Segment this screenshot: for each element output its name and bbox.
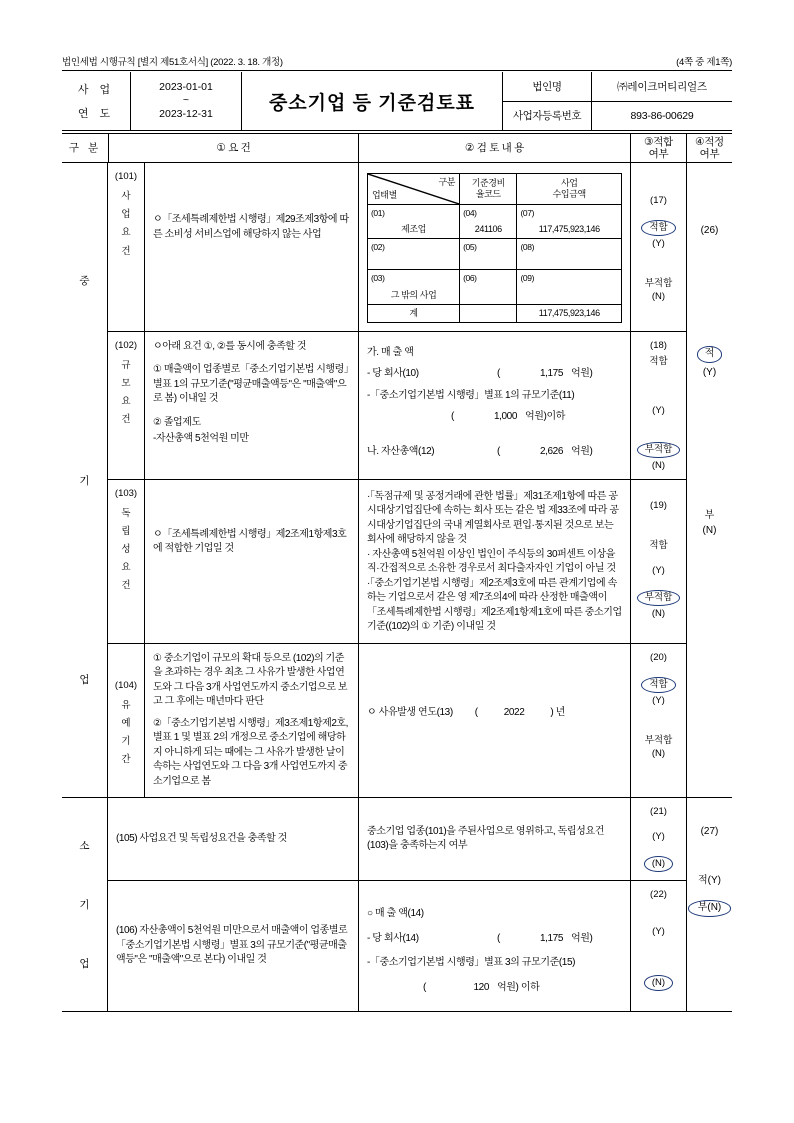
period-start: 2023-01-01 (159, 81, 213, 94)
row-102-number (108, 332, 144, 479)
biz-row-3-amount-cell (517, 270, 622, 304)
fit-102-no[interactable]: 부적합 (637, 442, 681, 458)
table-column-header (62, 134, 732, 163)
row-103-code: (103) (114, 487, 138, 499)
biz-row-3-name-cell (368, 270, 460, 304)
row-104-char-1: 유 (121, 700, 131, 712)
period-label-1: 사 업 (77, 84, 115, 96)
row-105-review-text: 중소기업 업종(101)을 주된사업으로 영위하고, 독립성요건(103)을 충족하는지 여부 (367, 825, 604, 852)
row-102-fit (630, 332, 686, 479)
col-header-gubun: 구 분 (68, 141, 102, 154)
row-106-std-label: -「중소기업기본법 시행령」별표 3의 규모기준(15) (367, 957, 576, 969)
row-102-requirement (144, 332, 358, 479)
row-102-req-line-1: ㅇ아래 요건 ①, ②를 동시에 충족할 것 (153, 340, 307, 352)
biz-table-row (368, 239, 622, 270)
biz-row-1-amount-cell (517, 205, 622, 239)
fit-105-no-sub[interactable]: (N) (644, 856, 673, 872)
biz-no-label: 사업자등록번호 (512, 110, 582, 123)
fit-103-no[interactable]: 부적합 (637, 590, 681, 606)
gubun-char-3: 업 (79, 673, 90, 686)
row-105-requirement-text: (105) 사업요건 및 독립성요건을 충족할 것 (116, 832, 287, 844)
section-small-final (686, 798, 732, 1011)
fit-101-no-sub: (N) (651, 290, 666, 302)
final-small-yes[interactable]: 적(Y) (698, 875, 721, 887)
fit-101-no[interactable]: 부적합 (644, 277, 673, 289)
biz-total-amount: 117,475,923,146 (517, 304, 622, 322)
col-header-ok-line1: ④적정 (695, 135, 724, 148)
row-104-code: (104) (114, 679, 138, 691)
biz-header-amt-line2: 수입금액 (552, 189, 586, 199)
row-106-own-paren-open: ( (497, 932, 500, 944)
row-101 (108, 163, 686, 331)
col-header-ok (686, 134, 732, 162)
biz-header-amt-line1: 사업 (560, 177, 578, 188)
row-101-number (108, 163, 144, 331)
fit-104-yes-sub: (Y) (652, 694, 665, 706)
row-102-char-4: 건 (121, 414, 131, 426)
section-medium-gubun (62, 163, 108, 797)
row-102 (108, 331, 686, 479)
biz-row-1-name: 제조업 (401, 224, 426, 235)
biz-row-3-name: 그 밖의 사업 (390, 289, 437, 300)
row-103-review (358, 480, 630, 643)
row-102-std-unit: 억원)이하 (525, 411, 565, 423)
row-103-char-3: 성 (121, 544, 131, 556)
biz-total-code-blank (460, 304, 517, 322)
period-value-block (130, 72, 242, 130)
row-104-char-4: 간 (121, 754, 131, 766)
row-103-requirement-text: ㅇ「조세특례제한법 시행령」제2조제1항제3호에 적합한 기업일 것 (153, 528, 347, 555)
form-header-right: (4쪽 중 제1쪽) (676, 57, 732, 68)
row-102-asset-paren-open: ( (497, 445, 500, 457)
period-label-block (62, 72, 130, 130)
section-medium-enterprise (62, 163, 732, 797)
row-102-char-1: 규 (121, 360, 131, 372)
row-103-review-line-1: ·「독점규제 및 공정거래에 관한 법률」제31조제1항에 따른 공시대상기업집단에 속하는 회사 또는 같은 법 제33조에 따라 공시대상기업집단의 국내 계열회사로 편입·통지된 것으로 보는 회사에 해당하지 않을 것 (367, 490, 619, 546)
row-102-asset-unit: 억원) (571, 445, 593, 457)
row-106-own-label: - 당 회사(14) (367, 932, 419, 944)
biz-row-2-code-tag: (05) (463, 242, 477, 253)
biz-table-row (368, 270, 622, 304)
biz-row-3-code-cell (460, 270, 517, 304)
row-105-requirement (108, 798, 358, 880)
form-header (62, 54, 732, 71)
row-101-char-3: 요 (121, 227, 131, 239)
fit-104-number: (20) (650, 651, 667, 663)
row-106-std-paren-open: ( (423, 981, 426, 993)
section-small-rows (108, 798, 686, 1011)
row-102-req-line-3: ② 졸업제도 (153, 416, 201, 428)
small-gubun-char-1: 소 (79, 840, 90, 853)
row-103-char-2: 립 (121, 526, 131, 538)
fit-104-yes[interactable]: 적합 (641, 677, 675, 693)
biz-row-3-tag: (03) (371, 273, 385, 284)
corp-info-block (502, 72, 732, 130)
final-medium-no-sub: (N) (702, 524, 717, 536)
biz-table-header-row (368, 174, 622, 205)
biz-table-row (368, 205, 622, 239)
corp-name-row (503, 72, 732, 101)
fit-104-no-sub: (N) (651, 747, 666, 759)
final-medium-no[interactable]: 부 (704, 509, 715, 521)
row-104-year-value: 2022 (503, 706, 525, 718)
fit-104-no[interactable]: 부적합 (644, 734, 673, 746)
biz-table-header-amount (517, 174, 622, 205)
period-label-2: 연 도 (77, 108, 115, 120)
row-101-char-2: 업 (121, 209, 131, 221)
fit-103-number: (19) (650, 499, 667, 511)
row-102-std-paren-open: ( (451, 411, 454, 423)
fit-102-yes[interactable]: 적합 (649, 355, 668, 367)
row-102-asset-value: 2,626 (539, 445, 563, 457)
row-103-number (108, 480, 144, 643)
biz-row-3-amt-tag: (09) (520, 273, 535, 284)
biz-header-code-line2: 율코드 (475, 189, 501, 199)
row-102-std-label: -「중소기업기본법 시행령」별표 1의 규모기준(11) (367, 389, 575, 401)
row-101-code: (101) (114, 171, 138, 182)
row-106-sales-head: ○ 매 출 액(14) (367, 908, 424, 920)
row-104-req-line-1: ① 중소기업이 규모의 확대 등으로 (102)의 기준을 초과하는 경우 최초 그 사유가 발생한 사업연도와 그 다음 3개 사업연도까지 중소기업으로 보고 그 후에는 매년마다 판단 (153, 652, 348, 708)
row-104 (108, 643, 686, 798)
row-101-requirement-text: ㅇ「조세특례제한법 시행령」제29조제3항에 따른 소비성 서비스업에 해당하지 않는 사업 (153, 214, 349, 240)
form-header-left: 법인세법 시행규칙 [별지 제51호서식] (2022. 3. 18. 개정) (62, 57, 283, 68)
fit-106-no-sub[interactable]: (N) (644, 975, 673, 991)
row-102-req-line-4: -자산총액 5천억원 미만 (153, 433, 249, 445)
row-104-number (108, 644, 144, 798)
row-106-requirement-text: (106) 자산총액이 5천억원 미만으로서 매출액이 업종별로「중소기업기본법 시행령」별표 3의 규모기준("평균매출액등"은 "매출액"으로 본다) 이내일 것 (116, 925, 348, 966)
row-104-paren-open: ( (474, 706, 478, 718)
fit-103-yes-sub: (Y) (652, 564, 665, 576)
row-103 (108, 479, 686, 643)
biz-table-header-code (460, 174, 517, 205)
final-small-number: (27) (700, 826, 719, 838)
row-102-code: (102) (114, 339, 138, 351)
biz-row-1-name-cell (368, 205, 460, 239)
row-101-char-1: 사 (121, 191, 131, 203)
biz-no-row (503, 101, 732, 131)
corp-name-label: 법인명 (532, 80, 562, 93)
biz-row-3-code-tag: (06) (463, 273, 477, 284)
row-103-char-1: 독 (121, 508, 131, 520)
biz-row-1-amt-tag: (07) (520, 208, 535, 218)
row-102-own-label: - 당 회사(10) (367, 368, 419, 380)
row-101-review (358, 163, 630, 331)
fit-101-yes-sub: (Y) (652, 237, 665, 249)
corp-name-value: ㈜레이크머티리얼즈 (591, 72, 732, 101)
row-106-own-value: 1,175 (539, 932, 563, 944)
row-103-fit (630, 480, 686, 643)
business-type-table (367, 173, 622, 323)
biz-row-1-code-cell (460, 205, 517, 239)
biz-row-1-tag: (01) (371, 208, 385, 218)
row-104-paren-close: ) 년 (550, 706, 565, 718)
biz-table-total-row (368, 304, 622, 322)
row-101-char-4: 건 (121, 245, 131, 257)
criteria-table (62, 133, 732, 1012)
period-end: 2023-12-31 (159, 107, 213, 120)
biz-table-corner-top: 구분 (438, 177, 456, 187)
row-105 (108, 798, 686, 880)
row-101-fit (630, 163, 686, 331)
row-106-std-value: 120 (473, 981, 489, 993)
period-dash: ~ (182, 94, 190, 107)
fit-103-yes[interactable]: 적합 (649, 539, 668, 551)
fit-102-yes-sub: (Y) (652, 404, 665, 416)
col-header-requirement: ① 요 건 (108, 134, 358, 162)
title-band (62, 72, 732, 131)
row-104-char-3: 기 (121, 736, 131, 748)
biz-row-2-tag: (02) (371, 242, 385, 253)
fit-102-number: (18) (650, 339, 667, 351)
biz-no-value: 893-86-00629 (591, 102, 732, 131)
row-104-requirement (144, 644, 358, 798)
row-102-char-2: 모 (121, 378, 131, 390)
biz-row-2-amount-cell (517, 239, 622, 270)
row-104-review-label: ㅇ 사유발생 연도(13) (367, 706, 453, 718)
gubun-char-1: 중 (79, 275, 90, 288)
final-medium-yes[interactable]: 적 (697, 346, 723, 363)
row-104-fit (630, 644, 686, 798)
row-104-char-2: 예 (121, 718, 131, 730)
row-106 (108, 880, 686, 1011)
row-106-own-unit: 억원) (571, 932, 593, 944)
row-102-asset-label: 나. 자산총액(12) (367, 445, 435, 457)
row-106-review (358, 881, 630, 1011)
row-102-req-line-2: ① 매출액이 업종별로「중소기업기본법 시행령」별표 1의 규모기준("평균매출액등"은 "매출액"으로 봄) 이내일 것 (153, 364, 349, 405)
biz-header-code-line1: 기준경비 (471, 177, 505, 188)
small-gubun-char-2: 기 (79, 899, 90, 912)
col-header-ok-line2: 여부 (699, 148, 720, 160)
row-102-review (358, 332, 630, 479)
row-104-req-line-2: ②「중소기업기본법 시행령」제3조제1항제2호, 별표 1 및 별표 2의 개정으로 중소기업에 해당하지 아니하게 되는 때에는 그 사유가 발생한 날이 속하는 사업연도와 그 다음 3개 사업연도까지 중소기업으로 봄 (153, 717, 348, 787)
fit-105-yes-sub[interactable]: (Y) (652, 831, 665, 843)
col-header-fit (630, 134, 686, 162)
section-small-enterprise (62, 797, 732, 1011)
fit-106-yes-sub[interactable]: (Y) (652, 926, 665, 938)
row-102-std-value: 1,000 (493, 411, 517, 423)
row-104-review (358, 644, 630, 798)
row-106-fit (630, 881, 686, 1011)
row-103-review-line-2: · 자산총액 5천억원 이상인 법인이 주식등의 30퍼센트 이상을 직·간접적으로 소유한 경우로서 최다출자자인 기업이 아닐 것 (367, 548, 616, 575)
section-medium-rows (108, 163, 686, 797)
fit-102-no-sub: (N) (651, 459, 666, 471)
biz-row-1-code-tag: (04) (463, 208, 477, 218)
biz-row-1-code: 241106 (474, 224, 502, 235)
row-102-sales-head: 가. 매 출 액 (367, 346, 414, 358)
row-105-review (358, 798, 630, 880)
row-101-requirement (144, 163, 358, 331)
row-103-char-4: 요 (121, 562, 131, 574)
fit-103-no-sub: (N) (651, 607, 666, 619)
row-102-char-3: 요 (121, 396, 131, 408)
biz-row-2-code-cell (460, 239, 517, 270)
biz-table-corner-bottom: 업태별 (372, 189, 397, 200)
biz-row-2-name-cell (368, 239, 460, 270)
row-106-std-unit: 억원) 이하 (497, 981, 540, 993)
fit-101-number: (17) (650, 195, 667, 206)
biz-row-1-amount: 117,475,923,146 (538, 224, 600, 235)
section-small-gubun (62, 798, 108, 1011)
col-header-fit-line2: 여부 (648, 148, 669, 160)
row-103-review-line-3: ·「중소기업기본법 시행령」제2조제3호에 따른 관계기업에 속하는 기업으로서 같은 영 제7조의4에 따라 산정한 매출액이「조세특례제한법 시행령」제2조제1항제1호에 따른 중소기업기준((102)의 ① 기준) 이내일 것 (367, 577, 622, 633)
section-medium-final (686, 163, 732, 797)
col-header-fit-line1: ③적합 (644, 135, 673, 148)
fit-101-yes[interactable]: 적합 (641, 220, 675, 236)
row-106-requirement (108, 881, 358, 1011)
final-medium-yes-sub: (Y) (702, 366, 717, 378)
biz-total-label: 계 (368, 304, 460, 322)
final-small-no[interactable]: 부(N) (688, 900, 732, 917)
small-gubun-char-3: 업 (79, 958, 90, 971)
final-medium-number: (26) (700, 225, 719, 236)
fit-105-number: (21) (650, 806, 667, 818)
row-102-own-paren-open: ( (497, 368, 500, 380)
biz-row-2-amt-tag: (08) (520, 242, 535, 253)
row-103-requirement (144, 480, 358, 643)
row-102-own-unit: 억원) (571, 368, 593, 380)
fit-106-number: (22) (650, 889, 667, 901)
row-105-fit (630, 798, 686, 880)
gubun-char-2: 기 (79, 474, 90, 487)
row-102-own-value: 1,175 (539, 368, 563, 380)
biz-table-corner-cell (368, 174, 460, 205)
document-title: 중소기업 등 기준검토표 (268, 92, 476, 114)
row-103-char-5: 건 (121, 580, 131, 592)
col-header-review: ② 검 토 내 용 (358, 134, 630, 162)
